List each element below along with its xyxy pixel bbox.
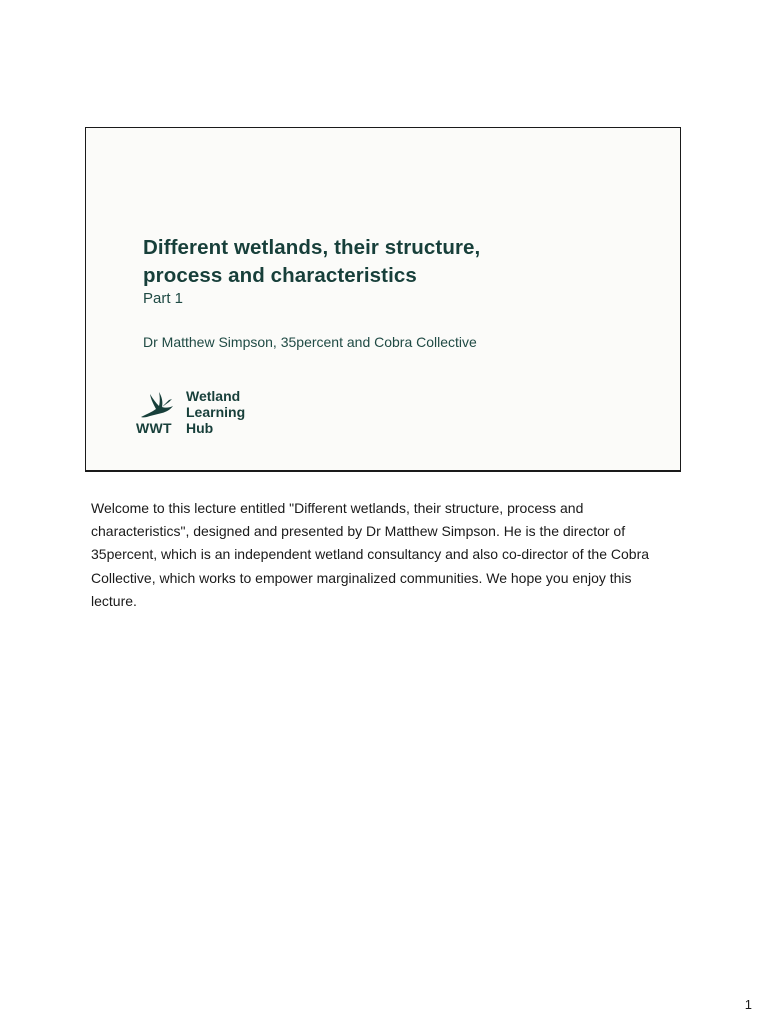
slide-title-line-1: Different wetlands, their structure, — [143, 236, 481, 259]
slide-subtitle: Part 1 — [143, 290, 184, 307]
slide-author: Dr Matthew Simpson, 35percent and Cobra Collective — [143, 334, 477, 350]
logo-wordmark — [186, 388, 245, 436]
logo-brand-wwt: WWT — [136, 420, 172, 436]
wetland-learning-hub-logo — [136, 388, 256, 440]
logo-line-learning: Learning — [186, 404, 246, 420]
slide-title-line-2: process and characteristics — [143, 264, 417, 287]
slide-thumbnail — [85, 127, 681, 472]
speaker-notes: Welcome to this lecture entitled "Different wetlands, their structure, process and characteristics", designed and presented by Dr Matthew Simpson. He is the director of 35percent, which is an independent wetland consultancy and also co-director of the Cobra Collective, which works to empower marginalized communities. We hope you enjoy this lecture. — [91, 500, 650, 609]
slide-title — [143, 234, 480, 290]
logo-line-wetland: Wetland — [186, 388, 241, 404]
page-number: 1 — [744, 997, 752, 1012]
heron-bird-icon — [139, 390, 177, 420]
logo-line-hub: Hub — [186, 420, 214, 436]
